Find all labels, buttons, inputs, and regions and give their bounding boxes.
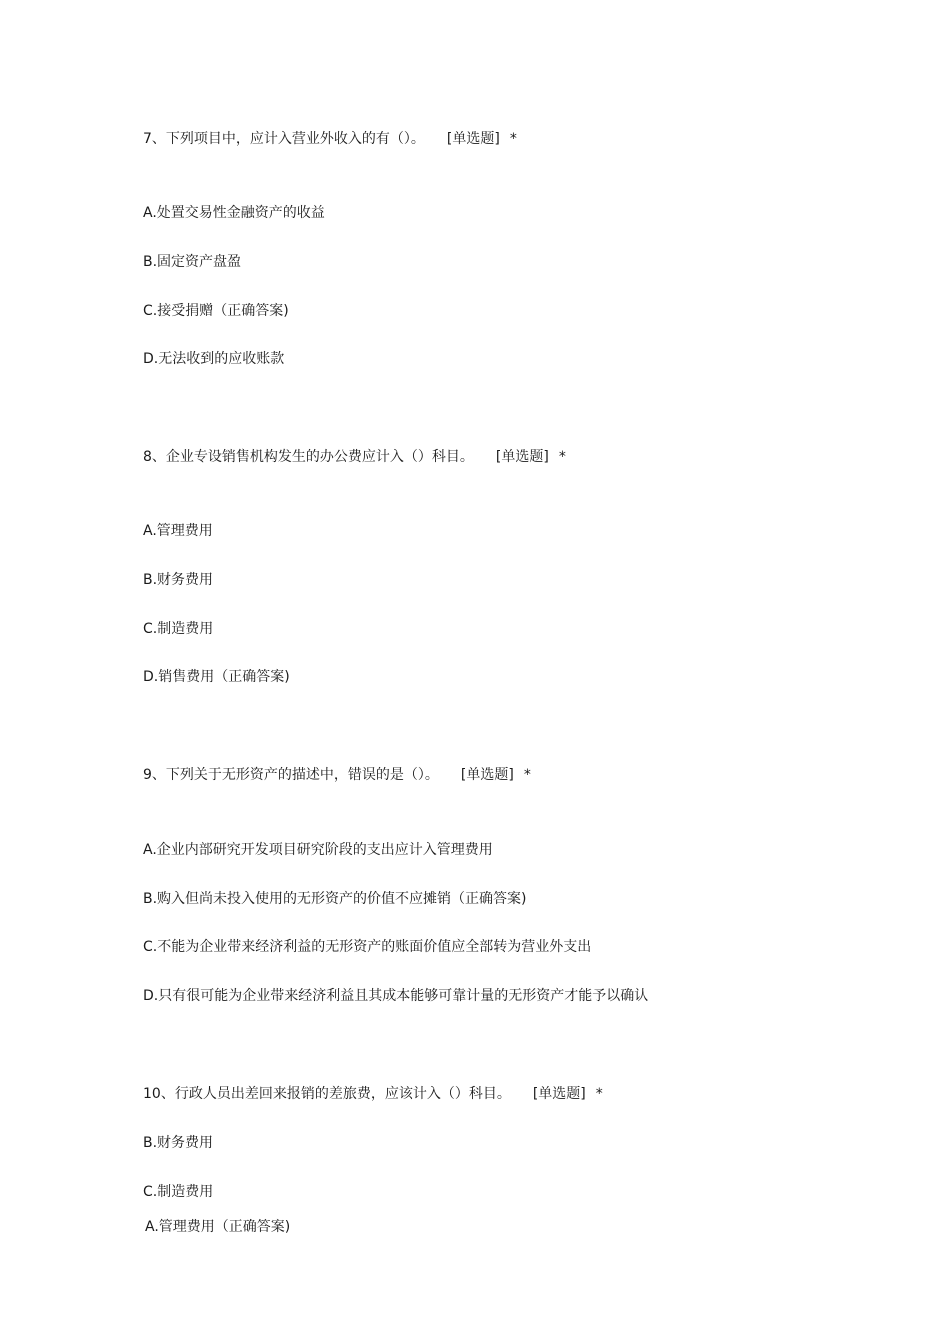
required-marker: * bbox=[595, 1086, 603, 1102]
question-7-option-a[interactable]: A.处置交易性金融资产的收益 bbox=[143, 205, 325, 221]
question-stem-text: 8、企业专设销售机构发生的办公费应计入（）科目。 bbox=[143, 449, 474, 465]
question-stem-text: 7、下列项目中，应计入营业外收入的有（）。 bbox=[143, 131, 425, 147]
question-7-option-b[interactable]: B.固定资产盘盈 bbox=[143, 254, 242, 270]
question-type-tag: [单选题] bbox=[460, 767, 514, 783]
question-8-option-d[interactable]: D.销售费用（正确答案) bbox=[143, 669, 290, 685]
question-stem-text: 10、行政人员出差回来报销的差旅费，应该计入（）科目。 bbox=[143, 1086, 511, 1102]
question-9-option-d[interactable]: D.只有很可能为企业带来经济利益且其成本能够可靠计量的无形资产才能予以确认 bbox=[143, 988, 649, 1004]
question-10-option-a[interactable]: A.管理费用（正确答案) bbox=[145, 1219, 291, 1235]
question-8-option-a[interactable]: A.管理费用 bbox=[143, 523, 213, 539]
question-7-stem bbox=[143, 129, 517, 149]
question-9-option-b[interactable]: B.购入但尚未投入使用的无形资产的价值不应摊销（正确答案) bbox=[143, 891, 527, 907]
question-9-option-a[interactable]: A.企业内部研究开发项目研究阶段的支出应计入管理费用 bbox=[143, 842, 493, 858]
question-8-stem bbox=[143, 447, 566, 467]
question-7-option-d[interactable]: D.无法收到的应收账款 bbox=[143, 351, 285, 367]
question-10-option-b[interactable]: B.财务费用 bbox=[143, 1135, 214, 1151]
question-type-tag: [单选题] bbox=[446, 131, 500, 147]
question-stem-text: 9、下列关于无形资产的描述中，错误的是（）。 bbox=[143, 767, 439, 783]
question-10-option-c[interactable]: C.制造费用 bbox=[143, 1184, 214, 1200]
required-marker: * bbox=[558, 449, 566, 465]
required-marker: * bbox=[509, 131, 517, 147]
question-10-stem bbox=[143, 1084, 603, 1104]
question-7-option-c[interactable]: C.接受捐赠（正确答案) bbox=[143, 303, 289, 319]
question-8-option-c[interactable]: C.制造费用 bbox=[143, 621, 214, 637]
question-9-option-c[interactable]: C.不能为企业带来经济利益的无形资产的账面价值应全部转为营业外支出 bbox=[143, 939, 592, 955]
question-8-option-b[interactable]: B.财务费用 bbox=[143, 572, 214, 588]
required-marker: * bbox=[523, 767, 531, 783]
question-type-tag: [单选题] bbox=[532, 1086, 586, 1102]
question-type-tag: [单选题] bbox=[495, 449, 549, 465]
question-9-stem bbox=[143, 765, 531, 785]
